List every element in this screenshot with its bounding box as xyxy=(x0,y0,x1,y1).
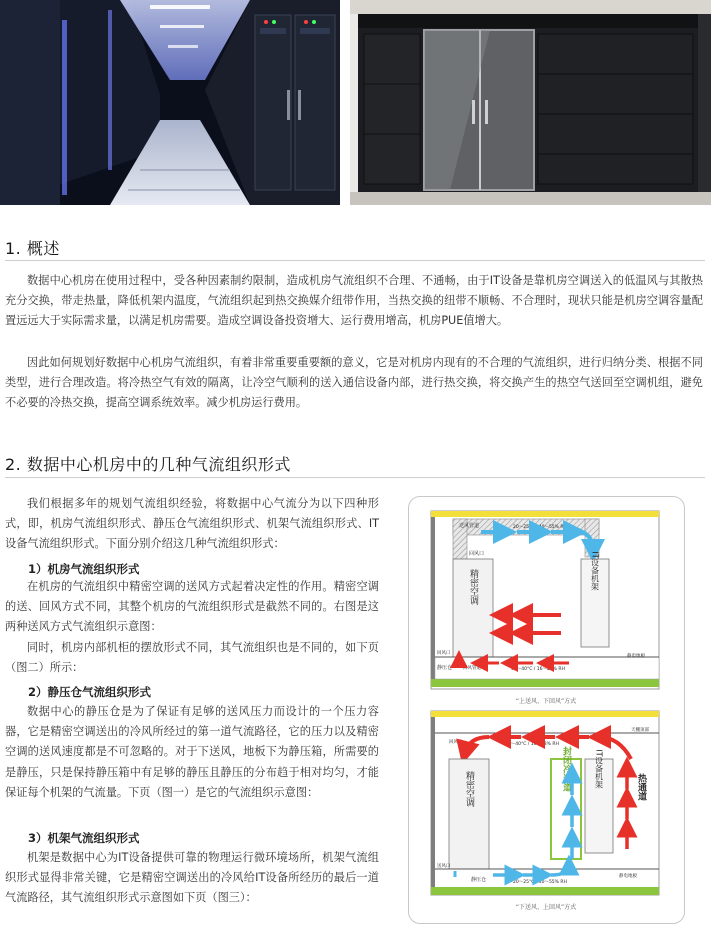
subsection-3-title: 3）机架气流组织形式 xyxy=(28,831,140,845)
top-floor-label: 静压仓 xyxy=(437,665,453,671)
top-ac-label: 精密空调 xyxy=(468,569,478,605)
bottom-return-port-label: 回风口 xyxy=(449,740,463,745)
bottom-floor-temp: 20～25°C / 40～55% RH xyxy=(513,880,567,885)
top-diagram-caption: “上送风、下回风”方式 xyxy=(515,698,577,705)
bottom-ac-label: 精密空调 xyxy=(464,771,474,807)
airflow-diagram xyxy=(409,497,684,923)
section-2-divider xyxy=(5,477,705,478)
bottom-cold-aisle-label: 封闭冷通道 xyxy=(561,746,571,792)
subsection-2-paragraph: 数据中心的静压仓是为了保证有足够的送风压力而设计的一个压力容器，它是精密空调送出的冷风所经过的第一道气流路径，它的压力以及精密空调的送风速度都是不可忽略的。对于下送风，地板下为静压箱，所需要的是静压，只是保持静压箱中有足够的静压且静压的分布趋于相对均匀，才能保证每个机架的气流量。下页（图一）是它的气流组织示意图： xyxy=(5,705,379,799)
bottom-raised-floor-label: 静电地板 xyxy=(619,874,637,879)
top-supply-port-label: 回风口 xyxy=(437,651,451,656)
top-raised-floor-label: 静电地板 xyxy=(627,654,645,659)
top-floor-bar xyxy=(431,679,659,687)
section-2-intro: 我们根据多年的规划气流组织经验，将数据中心气流分为以下四种形式，即，机房气流组织形式、静压仓气流组织形式、机架气流组织形式、IT设备气流组织形式。下面分别介绍这几种气流组织形式： xyxy=(5,497,379,551)
top-ceiling-bar xyxy=(431,511,659,517)
subsection-1-title: 1）机房气流组织形式 xyxy=(28,562,140,576)
section-1-paragraph-2: 因此如何规划好数据中心机房气流组织，有着非常重要重要额的意义，它是对机房内现有的不合理的气流组织，进行归纳分类、根据不同类型，进行合理改造。将冷热空气有效的隔离，让冷空气顺利的送入通信设备内部，进行热交换，将交换产生的热空气送回至空调机组，避免不必要的冷热交换，提高空调系统效率。减少机房运行费用。 xyxy=(5,356,703,410)
bottom-rack-label: IT设备机架 xyxy=(594,749,604,789)
top-rack-label: IT设备机架 xyxy=(590,551,600,591)
top-duct-temp: 20～25°C / 40～55% RH xyxy=(513,525,567,530)
subsection-2-title: 2）静压仓气流组织形式 xyxy=(28,685,152,699)
section-1-paragraph-1: 数据中心机房在使用过程中，受各种因素制约限制，造成机房气流组织不合理、不通畅，由于IT设备是靠机房空调送入的低温风与其散热充分交换，带走热量，降低机架内温度，气流组织起到热交换媒介纽带作用，当热交换的纽带不顺畅、不合理时，现状只能是机房空调容量配置远远大于实际需求量，以满足机房需要。造成空调设备投资增大、运行费用增高，机房PUE值增大。 xyxy=(5,274,703,328)
subsection-1-paragraph-1: 在机房的气流组织中精密空调的送风方式起着决定性的作用。精密空调的送、回风方式不同，其整个机房的气流组织形式是截然不同的。右图是这两种送风方式气流组织示意图： xyxy=(5,580,379,634)
section-1-heading: 1. 概述 xyxy=(5,239,60,258)
subsection-3-paragraph: 机架是数据中心为IT设备提供可靠的物理运行微环境场所，机架气流组织形式显得非常关键，它是精密空调送出的冷风给IT设备所经历的最后一道气流路径，其气流组织形式示意图如下页（图三）： xyxy=(5,851,379,905)
top-return-port-label: 回风口 xyxy=(469,551,485,557)
bottom-ceiling-label: 天棚顶部 xyxy=(631,728,649,733)
bottom-up-return-diagram xyxy=(431,711,659,911)
bottom-diagram-caption: “下送风、上回风”方式 xyxy=(515,904,577,911)
cold-aisle-door-photo xyxy=(350,0,711,205)
section-1-divider xyxy=(5,260,705,261)
bottom-ceiling-bar xyxy=(431,711,659,717)
bottom-floor-bar xyxy=(431,887,659,895)
top-return-duct-label: 回风管道 xyxy=(463,666,481,671)
section-2-heading: 2. 数据中心机房中的几种气流组织形式 xyxy=(5,455,291,474)
bottom-supply-port-label: 送风口 xyxy=(437,864,451,869)
bottom-floor-label: 静压仓 xyxy=(471,877,487,883)
top-down-return-diagram xyxy=(431,511,659,705)
bottom-hot-aisle-label: 热通道 xyxy=(636,773,646,801)
airflow-diagram-frame xyxy=(408,496,685,924)
bottom-ceiling-temp: 35～40°C / 16～23% RH xyxy=(505,742,559,747)
datacenter-aisle-photo xyxy=(0,0,340,205)
subsection-1-paragraph-2: 同时，机房内部机柜的摆放形式不同，其气流组织也是不同的，如下页（图二）所示： xyxy=(5,641,379,675)
top-duct-label: 送风管道 xyxy=(459,523,480,529)
top-floor-temp: 35～40°C / 16～23% RH xyxy=(511,667,565,672)
